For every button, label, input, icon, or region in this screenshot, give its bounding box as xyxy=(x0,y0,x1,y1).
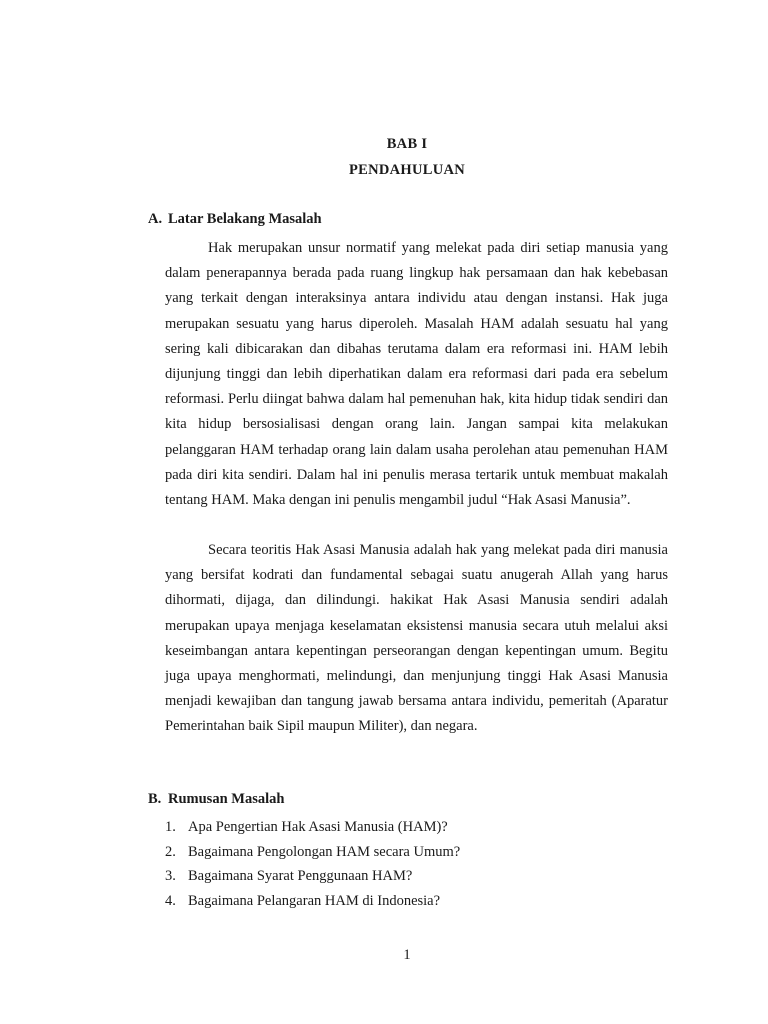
list-item xyxy=(165,840,460,865)
list-text: Bagaimana Syarat Penggunaan HAM? xyxy=(188,868,413,884)
list-text: Bagaimana Pengolongan HAM secara Umum? xyxy=(188,843,461,860)
section-marker: B. xyxy=(148,791,162,807)
section-marker: A. xyxy=(148,211,163,227)
background-paragraph-2 xyxy=(165,538,668,740)
chapter-title: PENDAHULUAN xyxy=(348,162,466,178)
list-text: Bagaimana Pelangaran HAM di Indonesia? xyxy=(188,892,441,909)
list-text: Apa Pengertian Hak Asasi Manusia (HAM)? xyxy=(188,819,448,835)
paragraph-text: Secara teoritis Hak Asasi Manusia adalah hak yang melekat pada diri manusia yang bersifat kodrati dan fundamental sebagai suatu anugerah Allah yang harus dihormati, dijaga, dan dilindungi. hakikat Hak Asasi Manusia sendiri adalah merupakan upaya menjaga keselamatan eksistensi manusia secara utuh melalui aksi keseimbangan antara kepentingan perseorangan dengan kepentingan umum. Begitu juga upaya menghormati, melindungi, dan menjunjung tinggi Hak Asasi Manusia menjadi kewajiban dan tangung jawab bersama antara individu, pemeritah (Aparatur Pemerintahan baik Sipil maupun Militer), dan negara. xyxy=(165,542,668,735)
list-number: 2. xyxy=(165,843,176,860)
research-questions-list xyxy=(165,815,460,913)
list-number: 4. xyxy=(165,892,176,909)
section-heading-rumusan-masalah xyxy=(148,791,284,808)
section-heading-latar-belakang xyxy=(148,211,322,228)
list-number: 3. xyxy=(165,868,176,884)
page-number: 1 xyxy=(403,947,411,963)
paragraph-text: Hak merupakan unsur normatif yang melekat pada diri setiap manusia yang dalam penerapannya berada pada ruang lingkup hak persamaan dan hak kebebasan yang terkait dengan interaksinya antara individu atau dengan instansi. Hak juga merupakan sesuatu yang harus diperoleh. Masalah HAM adalah sesuatu hal yang sering kali dibicarakan dan dibahas terutama dalam era reformasi ini. HAM lebih dijunjung tinggi dan lebih diperhatikan dalam era reformasi dari pada era sebelum reformasi. Perlu diingat bahwa dalam hal pemenuhan hak, kita hidup tidak sendiri dan kita hidup bersosialisasi dengan orang lain. Jangan sampai kita melakukan pelanggaran HAM terhadap orang lain dalam usaha perolehan atau pemenuhan HAM pada diri kita sendiri. Dalam hal ini penulis merasa tertarik untuk membuat makalah tentang HAM. Maka dengan ini penulis mengambil judul “Hak Asasi Manusia”. xyxy=(165,240,668,509)
list-item xyxy=(165,864,460,889)
background-paragraph-1 xyxy=(165,236,668,513)
list-item xyxy=(165,889,460,914)
list-number: 1. xyxy=(165,819,176,835)
chapter-number: BAB I xyxy=(386,136,428,152)
section-title: Latar Belakang Masalah xyxy=(168,211,322,227)
section-title: Rumusan Masalah xyxy=(168,791,285,807)
list-item xyxy=(165,815,460,840)
